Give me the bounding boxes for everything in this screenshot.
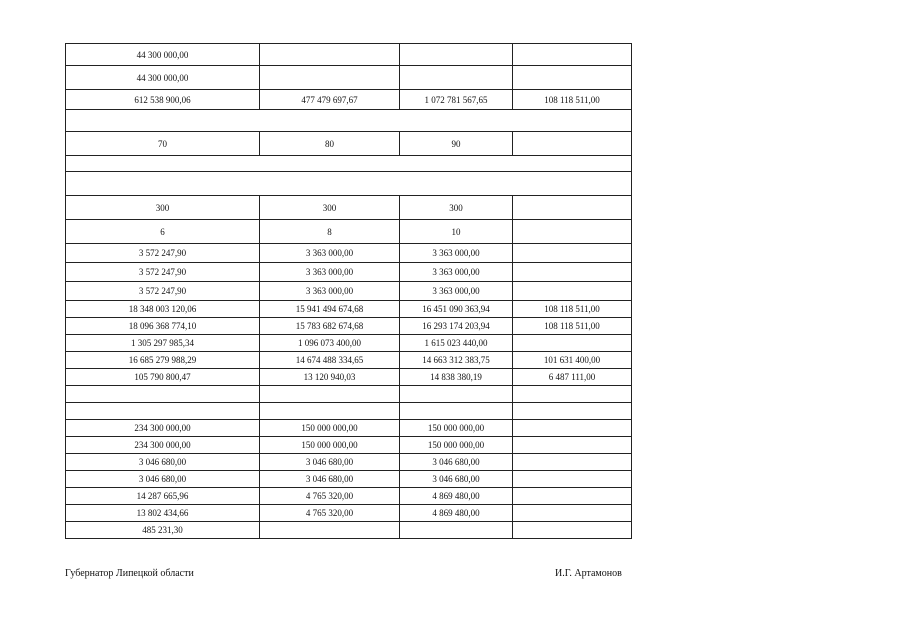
table-row bbox=[66, 488, 632, 505]
table-row bbox=[66, 454, 632, 471]
table-cell: 234 300 000,00 bbox=[66, 437, 260, 454]
table-cell: 101 631 400,00 bbox=[513, 352, 632, 369]
table-cell bbox=[513, 522, 632, 539]
table-row bbox=[66, 196, 632, 220]
table-cell: 10 bbox=[400, 220, 513, 244]
table-cell bbox=[66, 403, 260, 420]
table-cell: 13 802 434,66 bbox=[66, 505, 260, 522]
table-cell: 4 869 480,00 bbox=[400, 488, 513, 505]
table-row bbox=[66, 301, 632, 318]
table-cell bbox=[400, 386, 513, 403]
table-row bbox=[66, 522, 632, 539]
table-cell: 6 bbox=[66, 220, 260, 244]
table-cell: 15 941 494 674,68 bbox=[260, 301, 400, 318]
table-cell: 3 363 000,00 bbox=[260, 263, 400, 282]
table-cell: 300 bbox=[66, 196, 260, 220]
table-cell: 3 363 000,00 bbox=[400, 263, 513, 282]
table-cell bbox=[513, 437, 632, 454]
table-cell: 4 765 320,00 bbox=[260, 488, 400, 505]
table-cell bbox=[513, 488, 632, 505]
table-cell: 3 046 680,00 bbox=[400, 454, 513, 471]
table-cell: 3 363 000,00 bbox=[400, 282, 513, 301]
table-cell: 108 118 511,00 bbox=[513, 90, 632, 110]
table-cell: 3 572 247,90 bbox=[66, 282, 260, 301]
table-cell bbox=[400, 403, 513, 420]
table-cell bbox=[513, 44, 632, 66]
table-row bbox=[66, 335, 632, 352]
table-cell: 300 bbox=[400, 196, 513, 220]
table-cell bbox=[513, 196, 632, 220]
table-cell: 3 046 680,00 bbox=[66, 454, 260, 471]
table-cell bbox=[513, 386, 632, 403]
table-cell: 16 451 090 363,94 bbox=[400, 301, 513, 318]
table-cell: 150 000 000,00 bbox=[400, 437, 513, 454]
table-cell: 234 300 000,00 bbox=[66, 420, 260, 437]
table-cell bbox=[260, 66, 400, 90]
table-cell bbox=[400, 44, 513, 66]
table-row bbox=[66, 437, 632, 454]
table-cell bbox=[513, 263, 632, 282]
table-cell bbox=[513, 471, 632, 488]
table-row bbox=[66, 386, 632, 403]
table-row bbox=[66, 263, 632, 282]
table-row bbox=[66, 172, 632, 196]
table-row bbox=[66, 66, 632, 90]
table-cell bbox=[260, 44, 400, 66]
table-cell: 18 096 368 774,10 bbox=[66, 318, 260, 335]
table-cell: 44 300 000,00 bbox=[66, 66, 260, 90]
table-row bbox=[66, 220, 632, 244]
table-cell: 16 293 174 203,94 bbox=[400, 318, 513, 335]
table-row bbox=[66, 352, 632, 369]
table-cell: 80 bbox=[260, 132, 400, 156]
table-cell bbox=[66, 110, 632, 132]
table-cell: 1 615 023 440,00 bbox=[400, 335, 513, 352]
table-cell: 1 305 297 985,34 bbox=[66, 335, 260, 352]
table-cell bbox=[513, 403, 632, 420]
table-cell: 4 765 320,00 bbox=[260, 505, 400, 522]
table-cell bbox=[513, 244, 632, 263]
table-cell: 485 231,30 bbox=[66, 522, 260, 539]
table-cell: 3 572 247,90 bbox=[66, 263, 260, 282]
table-cell: 150 000 000,00 bbox=[260, 420, 400, 437]
table-cell: 108 118 511,00 bbox=[513, 301, 632, 318]
table-cell: 3 572 247,90 bbox=[66, 244, 260, 263]
table-cell: 14 663 312 383,75 bbox=[400, 352, 513, 369]
table-cell: 612 538 900,06 bbox=[66, 90, 260, 110]
table-cell: 14 287 665,96 bbox=[66, 488, 260, 505]
table-cell: 150 000 000,00 bbox=[400, 420, 513, 437]
budget-table-body bbox=[66, 44, 632, 539]
table-row bbox=[66, 369, 632, 386]
table-cell bbox=[260, 522, 400, 539]
table-cell bbox=[260, 386, 400, 403]
table-cell: 8 bbox=[260, 220, 400, 244]
table-row bbox=[66, 244, 632, 263]
table-cell bbox=[513, 505, 632, 522]
table-cell: 15 783 682 674,68 bbox=[260, 318, 400, 335]
table-cell bbox=[400, 66, 513, 90]
table-row bbox=[66, 156, 632, 172]
table-cell: 13 120 940,03 bbox=[260, 369, 400, 386]
table-row bbox=[66, 282, 632, 301]
table-cell bbox=[66, 172, 632, 196]
table-cell bbox=[513, 454, 632, 471]
table-cell: 3 363 000,00 bbox=[260, 244, 400, 263]
table-row bbox=[66, 318, 632, 335]
table-cell bbox=[513, 220, 632, 244]
table-cell bbox=[66, 386, 260, 403]
table-cell: 3 046 680,00 bbox=[66, 471, 260, 488]
table-cell: 4 869 480,00 bbox=[400, 505, 513, 522]
table-cell: 90 bbox=[400, 132, 513, 156]
governor-name: И.Г. Артамонов bbox=[555, 568, 622, 579]
table-cell bbox=[513, 66, 632, 90]
table-cell: 300 bbox=[260, 196, 400, 220]
table-row bbox=[66, 44, 632, 66]
table-cell: 105 790 800,47 bbox=[66, 369, 260, 386]
table-cell bbox=[513, 132, 632, 156]
table-cell bbox=[400, 522, 513, 539]
table-row bbox=[66, 420, 632, 437]
table-cell: 3 046 680,00 bbox=[260, 454, 400, 471]
table-cell: 108 118 511,00 bbox=[513, 318, 632, 335]
table-cell: 3 046 680,00 bbox=[260, 471, 400, 488]
table-cell: 3 363 000,00 bbox=[400, 244, 513, 263]
table-cell: 3 363 000,00 bbox=[260, 282, 400, 301]
table-cell: 6 487 111,00 bbox=[513, 369, 632, 386]
table-row bbox=[66, 471, 632, 488]
table-cell bbox=[513, 335, 632, 352]
table-cell: 44 300 000,00 bbox=[66, 44, 260, 66]
table-row bbox=[66, 403, 632, 420]
table-cell bbox=[513, 420, 632, 437]
table-row bbox=[66, 505, 632, 522]
table-cell: 3 046 680,00 bbox=[400, 471, 513, 488]
table-cell: 477 479 697,67 bbox=[260, 90, 400, 110]
table-cell: 150 000 000,00 bbox=[260, 437, 400, 454]
table-cell: 16 685 279 988,29 bbox=[66, 352, 260, 369]
table-cell bbox=[66, 156, 632, 172]
table-cell: 1 096 073 400,00 bbox=[260, 335, 400, 352]
table-row bbox=[66, 90, 632, 110]
table-cell: 1 072 781 567,65 bbox=[400, 90, 513, 110]
table-cell bbox=[513, 282, 632, 301]
table-cell bbox=[260, 403, 400, 420]
table-row bbox=[66, 110, 632, 132]
table-row bbox=[66, 132, 632, 156]
governor-title: Губернатор Липецкой области bbox=[65, 568, 194, 579]
budget-table bbox=[65, 43, 632, 539]
table-cell: 70 bbox=[66, 132, 260, 156]
table-cell: 14 674 488 334,65 bbox=[260, 352, 400, 369]
table-cell: 14 838 380,19 bbox=[400, 369, 513, 386]
table-cell: 18 348 003 120,06 bbox=[66, 301, 260, 318]
